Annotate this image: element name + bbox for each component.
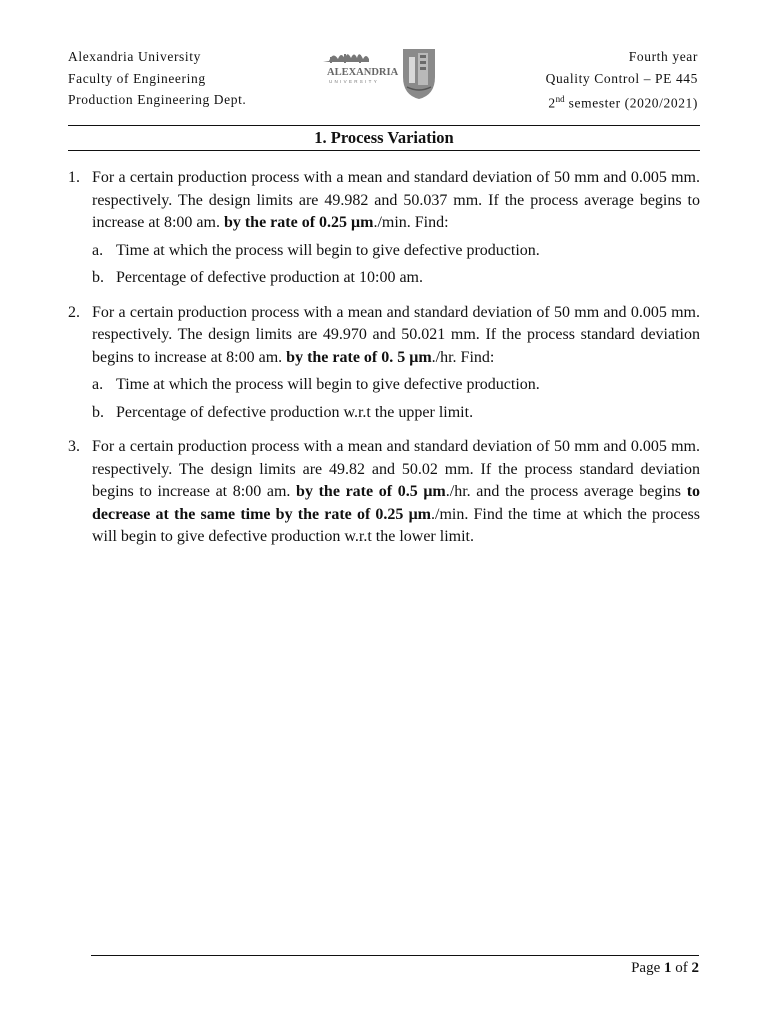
sub-question [92, 402, 700, 425]
title-top-rule [68, 125, 700, 126]
question-item [68, 436, 700, 549]
footer-rule [91, 955, 699, 956]
faculty-name: Faculty of Engineering [68, 70, 206, 86]
sub-question-text: Percentage of defective production at 10:00 am. [116, 269, 423, 286]
question-text-segment: For a certain production process with a mean and standard deviation of 50 mm and 0.005 mm. respectively. The design limits are 49.82 and 50.02 mm. If the process standard deviation begins to increase at 8:00 am. [92, 438, 700, 500]
question-text [92, 302, 700, 370]
sub-question-letter: a. [92, 241, 104, 259]
course-label: Quality Control – PE 445 [545, 70, 698, 86]
question-text [92, 167, 700, 235]
title-bottom-rule [68, 150, 700, 151]
question-emphasis: by the rate of 0.25 μm [223, 214, 374, 231]
page-number: Page 1 of 2 [631, 960, 699, 976]
question-text-segment: ./min. Find the time at which the process will begin to give defective production w.r.t the lower limit. [92, 505, 701, 545]
question-text [92, 436, 700, 549]
sub-question [92, 267, 700, 290]
header-left [68, 46, 246, 111]
question-emphasis: by the rate of 0.5 μm [296, 483, 446, 500]
question-list [68, 167, 700, 561]
question-number: 1. [68, 169, 80, 186]
sub-question-letter: b. [92, 269, 104, 286]
question-text-segment: For a certain production process with a mean and standard deviation of 50 mm and 0.005 mm. respectively. The design limits are 49.970 and 50.021 mm. If the process standard deviation begins to increase at 8:00 am. [92, 303, 700, 366]
header-right [546, 46, 698, 114]
svg-text:UNIVERSITY: UNIVERSITY [329, 79, 380, 84]
section-title: 1. Process Variation [314, 128, 454, 147]
sub-question-letter: a. [92, 376, 104, 393]
sub-question-text: Time at which the process will begin to give defective production. [116, 241, 540, 259]
question-item [68, 167, 700, 290]
sub-question-text: Percentage of defective production w.r.t the upper limit. [116, 403, 474, 421]
university-name: Alexandria University [68, 49, 201, 64]
semester-label: 2nd semester (2020/2021) [548, 94, 698, 111]
question-number: 2. [68, 303, 80, 321]
svg-text:ALEXANDRIA: ALEXANDRIA [327, 67, 399, 78]
year-label: Fourth year [628, 49, 698, 64]
sub-question-text: Time at which the process will begin to give defective production. [116, 376, 540, 393]
sub-question [92, 240, 700, 263]
department-name: Production Engineering Dept. [68, 92, 247, 107]
sub-question-letter: b. [92, 403, 104, 421]
question-emphasis: by the rate of 0. 5 μm [286, 348, 432, 366]
question-text-segment: ./hr. and the process average begins [445, 483, 687, 500]
university-logo [323, 43, 439, 101]
sub-question [92, 374, 700, 397]
question-text-segment: ./hr. Find: [431, 348, 495, 366]
question-item [68, 302, 700, 425]
question-text-segment: For a certain production process with a mean and standard deviation of 50 mm and 0.005 mm. respectively. The design limits are 49.982 and 50.037 mm. If the process average begins to increase at 8:00 am. [92, 169, 700, 231]
question-number: 3. [68, 438, 80, 455]
question-text-segment: ./min. Find: [373, 214, 449, 231]
question-emphasis: to decrease at the same time by the rate of 0.25 μm [92, 483, 701, 523]
